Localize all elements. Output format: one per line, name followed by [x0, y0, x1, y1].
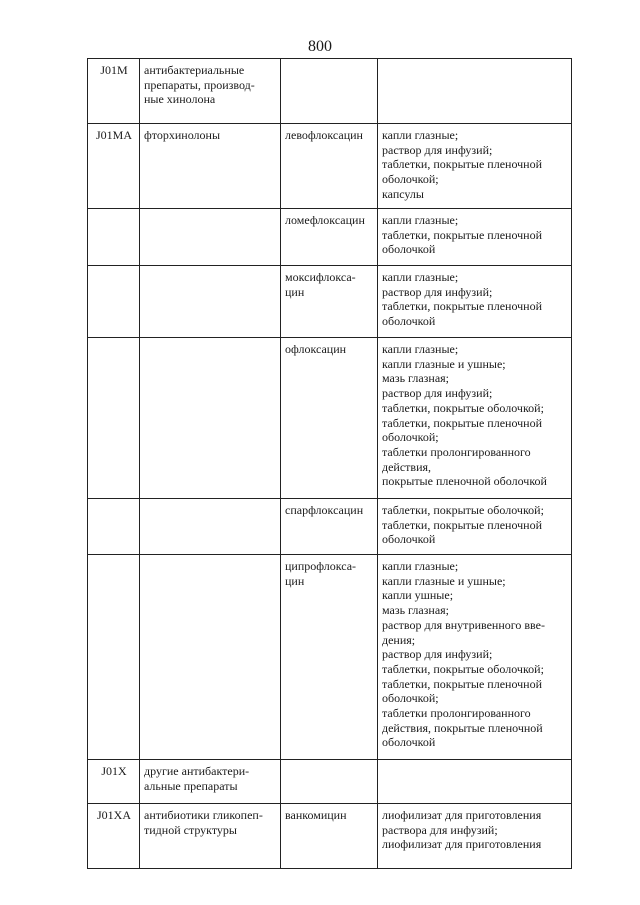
table-row	[88, 266, 572, 338]
page-number: 800	[308, 38, 332, 55]
dosage-forms: лиофилизат для приготовления раствора для инфузий; лиофилизат для приготовления	[378, 804, 572, 869]
group-name: антибактериальные препараты, производ- ные хинолона	[140, 59, 281, 124]
table-row	[88, 124, 572, 209]
drug-name	[281, 760, 378, 804]
group-name	[140, 338, 281, 499]
drug-name: спарфлоксацин	[281, 499, 378, 555]
dosage-forms: капли глазные; раствор для инфузий; таблетки, покрытые пленочной оболочкой; капсулы	[378, 124, 572, 209]
drug-name: левофлоксацин	[281, 124, 378, 209]
table-row	[88, 499, 572, 555]
table-row	[88, 209, 572, 266]
drug-name: ванкомицин	[281, 804, 378, 869]
group-name	[140, 555, 281, 760]
dosage-forms	[378, 59, 572, 124]
atc-code	[88, 555, 140, 760]
dosage-forms: капли глазные; капли глазные и ушные; капли ушные; мазь глазная; раствор для внутривенного вве- дения; раствор для инфузий; таблетки, покрытые оболочкой; таблетки, покрытые пленочной оболочкой; таблетки пролонгированного действия, покрытые пленочной оболочкой	[378, 555, 572, 760]
group-name: антибиотики гликопеп- тидной структуры	[140, 804, 281, 869]
table-row	[88, 59, 572, 124]
dosage-forms: капли глазные; таблетки, покрытые пленочной оболочкой	[378, 209, 572, 266]
table-row	[88, 804, 572, 869]
group-name: другие антибактери- альные препараты	[140, 760, 281, 804]
drug-name: офлоксацин	[281, 338, 378, 499]
group-name	[140, 209, 281, 266]
drug-name: ципрофлокса- цин	[281, 555, 378, 760]
drug-classification-table	[87, 58, 572, 869]
dosage-forms: капли глазные; капли глазные и ушные; мазь глазная; раствор для инфузий; таблетки, покрытые оболочкой; таблетки, покрытые пленочной оболочкой; таблетки пролонгированного действия, покрытые пленочной оболочкой	[378, 338, 572, 499]
table-row	[88, 555, 572, 760]
table-row	[88, 338, 572, 499]
group-name	[140, 266, 281, 338]
drug-name	[281, 59, 378, 124]
drug-name: моксифлокса- цин	[281, 266, 378, 338]
group-name: фторхинолоны	[140, 124, 281, 209]
atc-code	[88, 209, 140, 266]
atc-code: J01M	[88, 59, 140, 124]
dosage-forms: таблетки, покрытые оболочкой; таблетки, покрытые пленочной оболочкой	[378, 499, 572, 555]
atc-code: J01X	[88, 760, 140, 804]
dosage-forms	[378, 760, 572, 804]
table-row	[88, 760, 572, 804]
group-name	[140, 499, 281, 555]
drug-name: ломефлоксацин	[281, 209, 378, 266]
atc-code	[88, 266, 140, 338]
atc-code: J01MA	[88, 124, 140, 209]
atc-code	[88, 499, 140, 555]
atc-code: J01XA	[88, 804, 140, 869]
atc-code	[88, 338, 140, 499]
dosage-forms: капли глазные; раствор для инфузий; таблетки, покрытые пленочной оболочкой	[378, 266, 572, 338]
